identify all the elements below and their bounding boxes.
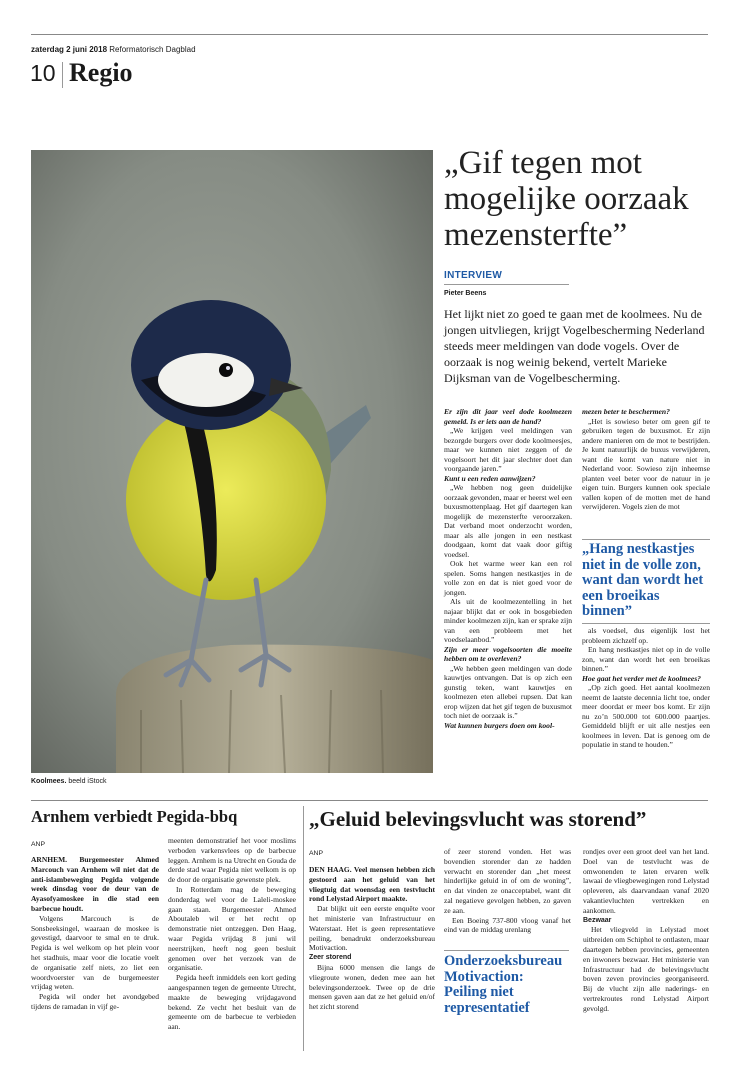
article2-agency: ANP — [31, 841, 45, 848]
caption-credit: beeld iStock — [68, 778, 107, 785]
paper-name: Reformatorisch Dagblad — [109, 45, 196, 54]
question: Hoe gaat het verder met de koolmees? — [582, 673, 701, 683]
article2-column-1 — [31, 855, 159, 1012]
article3-column-3 — [583, 847, 709, 1014]
pull-quote: „Hang nestkastjes niet in de volle zon, want dan wordt het een broeikas binnen” — [582, 539, 710, 624]
article3-column-1 — [309, 865, 435, 1012]
article3-agency: ANP — [309, 850, 323, 857]
paragraph: Dat blijkt uit een eerste enquête voor het ministerie van Infrastructuur en Waterstaat. Het is geen representatieve peiling, benadrukt onderzoeksbureau Motivaction. — [309, 904, 435, 953]
paragraph: meenten demonstratief het voor moslims verboden varkensvlees op de barbecue leggen. Arnhem is na Utrecht en Gouda de derde stad waar Pegida niet welkom is op de door de organisatie gewenste plek. — [168, 836, 296, 885]
paragraph: Een Boeing 737-800 vloog vanaf het eind van de middag urenlang — [444, 915, 571, 935]
main-article-column-1 — [444, 407, 572, 730]
intro-paragraph: Het lijkt niet zo goed te gaan met de koolmees. Nu de jongen uitvliegen, krijgt Vogelbescherming Nederland steeds meer meldingen van dode vogels. Over de oorzaak is nog weinig bekend, vertelt Marieke Dijksman van de Vogelbescherming. — [444, 307, 705, 385]
top-rule — [31, 34, 708, 35]
section-title: Regio — [69, 58, 133, 87]
paragraph: Ook het warme weer kan een rol spelen. Soms hangen nestkastjes in de volle zon en dat is niet goed voor de jongen. — [444, 559, 572, 597]
article3-pull-quote: Onderzoeksbureau Motivaction: Peiling niet representatief — [444, 950, 569, 1016]
paragraph: Volgens Marcouch is de Sonsbeeksingel, waaraan de moskee is gevestigd, daarvoor te smal en te druk. Pegida is wel welkom op het plein voor het stadhuis, maar voor die locatie voelt de organisatie zelf niets, zo liet een woordvoerster van de burgemeester vrijdag weten. — [31, 913, 159, 992]
photo-caption — [31, 778, 107, 785]
paragraph: of zeer storend vonden. Het was bovendien storender dan ze hadden verwacht en storender dan „het meest hinderlijke geluid in of om de woning”, en dat vinden ze onacceptabel, want dit zal negatieve gevolgen hebben, zo gaven ze aan. — [444, 847, 571, 915]
kicker-rule — [444, 284, 569, 285]
article2-column-2 — [168, 836, 296, 1032]
main-article-column-2-bottom — [582, 626, 710, 750]
byline: Pieter Beens — [444, 290, 487, 297]
question: Zijn er meer vogelsoorten die moeite hebben om te overleven? — [444, 644, 572, 663]
paragraph: „We krijgen veel meldingen van bezorgde burgers over dode koolmeesjes, maar we kunnen niet zeggen of de vogelsoort het dit jaar slechter doet dan voorgaande jaren.” — [444, 426, 572, 473]
lead-paragraph: ARNHEM. Burgemeester Ahmed Marcouch van Arnhem wil niet dat de anti-islambeweging Pegida volgende week dinsdag voor de deur van de Ayasofyamoskee in die stad een barbecue houdt. — [31, 855, 159, 913]
question: Kunt u een reden aanwijzen? — [444, 473, 536, 483]
subheading: Bezwaar — [583, 916, 612, 924]
article3-headline: „Geluid belevingsvlucht was storend” — [309, 807, 647, 831]
paragraph: Het vliegveld in Lelystad moet uitbreiden om Schiphol te ontlasten, maar daartegen hebben provincies, gemeenten en inwoners bezwaar. Het ministerie van Infrastructuur had de belevingsvlucht boven zeven provincies georganiseerd. Bij de vlucht zijn alle naderings- en vertrekroutes rond Lelystad Airport gevolgd. — [583, 925, 709, 1013]
paragraph: „Het is sowieso beter om geen gif te gebruiken tegen de buxusmot. Er zijn andere manieren om de mot te bestrijden. Je kunt natuurlijk de buxus verwijderen, want die komt van nature niet in Nederland voor. Sowieso zijn inheemse planten veel beter voor de natuur in je eigen tuin. Burgers kunnen ook speciale vallen kopen of de motten met de hand verwijderen. Vogels zien de mot — [582, 416, 710, 511]
paragraph: rondjes over een groot deel van het land. Doel van de testvlucht was de omwonenden te laten ervaren welk lawaai de vliegbewegingen rond Lelystad opleveren, als daarvandaan vanaf 2020 vakantievluchten vertrekken en aankomen. — [583, 847, 709, 915]
caption-title: Koolmees. — [31, 778, 67, 785]
main-headline: „Gif tegen mot mogelijke oorzaak mezensterfte” — [444, 145, 689, 253]
page-number: 10 — [30, 60, 56, 86]
article2-headline: Arnhem verbiedt Pegida-bbq — [31, 807, 238, 826]
paragraph: als voedsel, dus eigenlijk lost het probleem zichzelf op. — [582, 626, 710, 645]
lead-paragraph: DEN HAAG. Veel mensen hebben zich gestoord aan het geluid van het vliegtuig dat woensdag een testvlucht rond Lelystad Airport maakte. — [309, 865, 435, 904]
subheading: Zeer storend — [309, 954, 352, 962]
main-article-column-2-top — [582, 407, 710, 512]
paragraph: „We hebben geen meldingen van dode kauwtjes ontvangen. Dat is op zich een gunstig teken, want kauwtjes en koolmezen eten allebei rupsen. Dat kan erop wijzen dat het gif tegen de buxusmot toch niet de oorzaak is.” — [444, 663, 572, 720]
paragraph: „Op zich goed. Het aantal koolmezen neemt de laatste decennia licht toe, onder meer doordat er meer bos komt. Er zijn nu zo’n 500.000 tot 600.000 paartjes. Gemiddeld blijft er uit alle nestjes een koolmees in leven. Dat is genoeg om de populatie in stand te houden.” — [582, 683, 710, 749]
paragraph: „We hebben nog geen duidelijke oorzaak gevonden, maar er heerst wel een buxusmottenplaag. Het gif daartegen kan mogelijk de mezensterfte veroorzaken. Dat verband moet onderzocht worden, maar als alle jongen in een nestkast doodgaan, komt dat vaak door giftig voedsel. — [444, 483, 572, 559]
question: Wat kunnen burgers doen om kool- — [444, 720, 555, 730]
paragraph: En hang nestkastjes niet op in de volle zon, want dan wordt het een broeikas binnen.” — [582, 645, 710, 673]
section-divider — [31, 800, 708, 801]
page-number-separator — [62, 62, 63, 88]
paragraph: Als uit de koolmezentelling in het najaar blijkt dat er ook in bosgebieden minder koolmezen zijn, kan er sprake zijn van een probleem met het voedselaanbod.” — [444, 597, 572, 644]
great-tit-photo — [31, 150, 433, 773]
dateline — [31, 45, 196, 54]
question: Er zijn dit jaar veel dode koolmezen gemeld. Is er iets aan de hand? — [444, 407, 572, 426]
article3-column-2 — [444, 847, 571, 935]
column-divider — [303, 806, 304, 1051]
paragraph: Pegida wil onder het avondgebed tijdens de ramadan in vijf ge- — [31, 992, 159, 1011]
question: mezen beter te beschermen? — [582, 407, 670, 416]
date: zaterdag 2 juni 2018 — [31, 45, 108, 54]
kicker: INTERVIEW — [444, 270, 503, 281]
paragraph: In Rotterdam mag de beweging donderdag wel voor de Laleli-moskee gaan staan. Burgemeester Ahmed Aboutaleb wil er het recht op demonstratie niet ontzeggen. Den Haag, waar Pegida vrijdag 8 juni wil neerstrijken, heeft nog geen besluit genomen over het verzoek van de organisatie. — [168, 884, 296, 973]
paragraph: Bijna 6000 mensen die langs de vliegroute wonen, deden mee aan het belevingsonderzoek. Twee op de drie mensen gaven aan dat ze het geluid en/of het zicht storend — [309, 962, 435, 1012]
paragraph: Pegida heeft inmiddels een kort geding aangespannen tegen de gemeente Utrecht, maakte de beweging vrijdagavond bekend. Ze vecht het besluit van de gemeente om de barbecue te verbieden aan. — [168, 973, 296, 1032]
